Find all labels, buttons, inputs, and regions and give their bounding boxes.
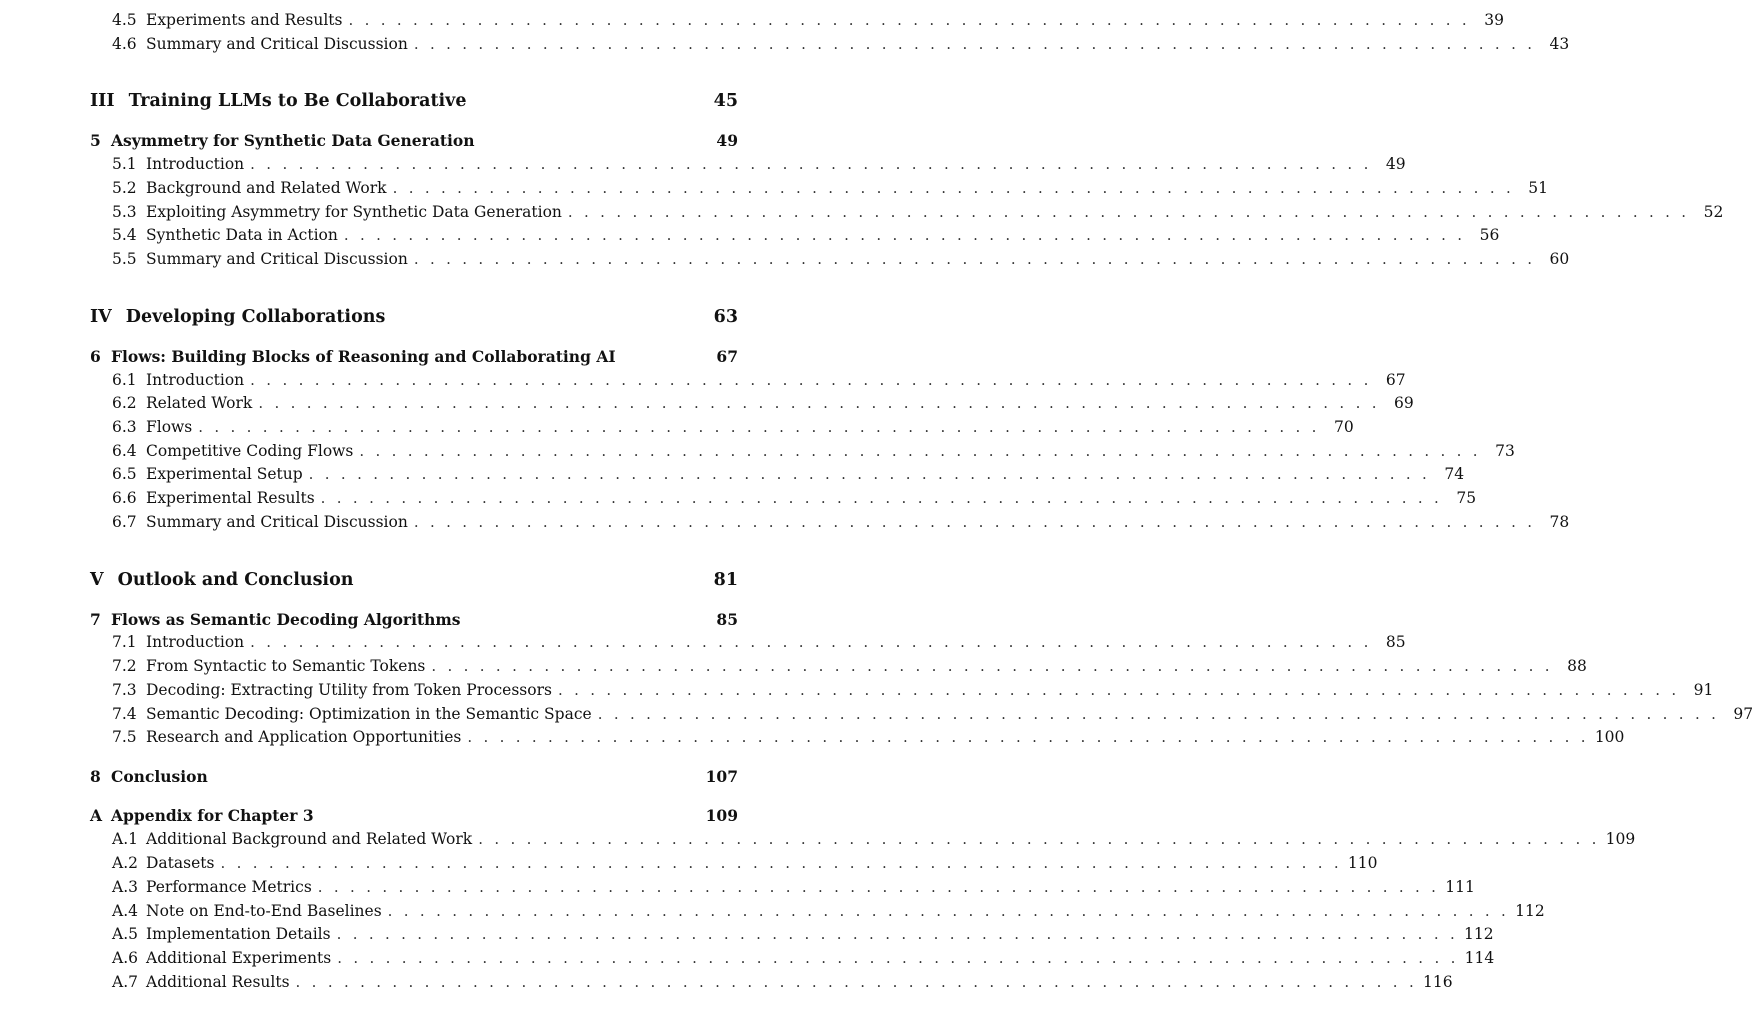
toc-section-row[interactable] bbox=[90, 655, 1587, 677]
dot-leader: . . . . . . . . . . . . . . . . . . . . . . . . . . . . . . . . . . . . . . . . . . . . . . . . . . . . . . . . . . . . . . . . . . . . . . bbox=[567, 203, 1690, 221]
toc-entry-page-number: 112 bbox=[1464, 925, 1494, 943]
toc-entry-page-number: 69 bbox=[1394, 394, 1414, 412]
toc-entry-title: Background and Related Work bbox=[146, 179, 387, 197]
toc-entry-number: 6.4 bbox=[112, 442, 137, 460]
dot-leader: . . . . . . . . . . . . . . . . . . . . . . . . . . . . . . . . . . . . . . . . . . . . . . . . . . . . . . . . . . . . . . . . . . . . . . bbox=[387, 902, 1510, 920]
toc-part-row[interactable] bbox=[90, 306, 738, 328]
dot-leader: . . . . . . . . . . . . . . . . . . . . . . . . . . . . . . . . . . . . . . . . . . . . . . . . . . . . . . . . . . . . . . . . . . . . . . bbox=[337, 949, 1459, 967]
toc-entry-page-number: 63 bbox=[713, 307, 738, 327]
toc-entry-page-number: 85 bbox=[716, 609, 738, 629]
toc-entry-title: Experimental Setup bbox=[146, 465, 303, 483]
dot-leader: . . . . . . . . . . . . . . . . . . . . . . . . . . . . . . . . . . . . . . . . . . . . . . . . . . . . . . . . . . . . . . . . . . . . . . bbox=[478, 830, 1600, 848]
toc-section-row[interactable] bbox=[90, 947, 1495, 969]
toc-entry-title: Performance Metrics bbox=[146, 878, 312, 896]
toc-section-row[interactable] bbox=[90, 900, 1545, 922]
toc-entry-title: Exploiting Asymmetry for Synthetic Data Generation bbox=[146, 203, 562, 221]
toc-section-row[interactable] bbox=[90, 440, 1515, 462]
toc-entry-page-number: 39 bbox=[1484, 11, 1504, 29]
dot-leader: . . . . . . . . . . . . . . . . . . . . . . . . . . . . . . . . . . . . . . . . . . . . . . . . . . . . . . . . . . . . . . . . . . . . . . bbox=[348, 11, 1470, 29]
toc-entry-title: From Syntactic to Semantic Tokens bbox=[146, 657, 426, 675]
dot-leader: . . . . . . . . . . . . . . . . . . . . . . . . . . . . . . . . . . . . . . . . . . . . . . . . . . . . . . . . . . . . . . . . . . . . . . bbox=[295, 973, 1418, 991]
toc-entry-number: A.3 bbox=[112, 878, 138, 896]
toc-entry-title: Additional Experiments bbox=[146, 949, 332, 967]
toc-entry-title: Note on End-to-End Baselines bbox=[146, 902, 382, 920]
dot-leader: . . . . . . . . . . . . . . . . . . . . . . . . . . . . . . . . . . . . . . . . . . . . . . . . . . . . . . . . . . . . . . . . . . . . . . bbox=[413, 513, 1536, 531]
toc-entry-number: 6.2 bbox=[112, 394, 137, 412]
dot-leader: . . . . . . . . . . . . . . . . . . . . . . . . . . . . . . . . . . . . . . . . . . . . . . . . . . . . . . . . . . . . . . . . . . . . . . bbox=[258, 394, 1380, 412]
toc-entry-number: 6.3 bbox=[112, 418, 137, 436]
toc-section-row[interactable] bbox=[90, 852, 1378, 874]
toc-section-row[interactable] bbox=[90, 511, 1570, 533]
toc-entry-number: 4.6 bbox=[112, 35, 137, 53]
toc-section-row[interactable] bbox=[90, 392, 1414, 414]
toc-entry-title: Semantic Decoding: Optimization in the Semantic Space bbox=[146, 705, 592, 723]
toc-entry-number: 5 bbox=[90, 130, 101, 150]
toc-section-row[interactable] bbox=[90, 248, 1570, 270]
toc-entry-page-number: 114 bbox=[1464, 949, 1495, 967]
toc-entry-title: Flows as Semantic Decoding Algorithms bbox=[111, 609, 461, 629]
toc-entry-title: Additional Results bbox=[146, 973, 290, 991]
dot-leader: . . . . . . . . . . . . . . . . . . . . . . . . . . . . . . . . . . . . . . . . . . . . . . . . . . . . . . . . . . . . . . . . . . . . . . bbox=[467, 728, 1589, 746]
dot-leader: . . . . . . . . . . . . . . . . . . . . . . . . . . . . . . . . . . . . . . . . . . . . . . . . . . . . . . . . . . . . . . . . . . . . . . bbox=[413, 250, 1536, 268]
toc-entry-title: Summary and Critical Discussion bbox=[146, 35, 408, 53]
toc-entry-number: 7.5 bbox=[112, 728, 137, 746]
toc-entry-page-number: 75 bbox=[1456, 489, 1477, 507]
toc-entry-page-number: 70 bbox=[1334, 418, 1354, 436]
toc-entry-number: IV bbox=[90, 307, 112, 327]
toc-entry-number: A.2 bbox=[112, 854, 138, 872]
toc-entry-number: 5.4 bbox=[112, 226, 137, 244]
toc-entry-page-number: 56 bbox=[1479, 226, 1500, 244]
toc-chapter-row[interactable] bbox=[90, 345, 738, 367]
toc-entry-number: 7.1 bbox=[112, 633, 137, 651]
toc-entry-page-number: 51 bbox=[1528, 179, 1549, 197]
toc-entry-title: Flows bbox=[146, 418, 193, 436]
toc-entry-page-number: 52 bbox=[1703, 203, 1724, 221]
toc-entry-number: A.1 bbox=[112, 830, 138, 848]
toc-entry-number: 7.4 bbox=[112, 705, 137, 723]
toc-entry-title: Training LLMs to Be Collaborative bbox=[128, 91, 467, 111]
toc-entry-number: A.5 bbox=[112, 925, 138, 943]
toc-section-row[interactable] bbox=[90, 463, 1465, 485]
toc-entry-title: Developing Collaborations bbox=[125, 307, 386, 327]
toc-section-row[interactable] bbox=[90, 224, 1500, 246]
toc-entry-page-number: 43 bbox=[1549, 35, 1570, 53]
toc-entry-page-number: 49 bbox=[1385, 155, 1406, 173]
toc-entry-page-number: 45 bbox=[713, 91, 738, 111]
toc-entry-title: Summary and Critical Discussion bbox=[146, 250, 408, 268]
toc-entry-title: Outlook and Conclusion bbox=[117, 570, 354, 590]
toc-entry-page-number: 110 bbox=[1347, 854, 1378, 872]
toc-entry-page-number: 111 bbox=[1445, 878, 1475, 896]
toc-entry-title: Research and Application Opportunities bbox=[146, 728, 462, 746]
toc-part-row[interactable] bbox=[90, 569, 738, 591]
dot-leader: . . . . . . . . . . . . . . . . . . . . . . . . . . . . . . . . . . . . . . . . . . . . . . . . . . . . . . . . . . . . . . . . . . . . . . bbox=[320, 489, 1443, 507]
toc-entry-page-number: 85 bbox=[1385, 633, 1406, 651]
toc-section-row[interactable] bbox=[90, 487, 1477, 509]
toc-entry-title: Summary and Critical Discussion bbox=[146, 513, 408, 531]
toc-entry-page-number: 67 bbox=[1385, 371, 1406, 389]
toc-entry-number: 5.1 bbox=[112, 155, 137, 173]
toc-entry-number: A.6 bbox=[112, 949, 138, 967]
toc-entry-page-number: 107 bbox=[705, 766, 738, 786]
toc-entry-number: 5.2 bbox=[112, 179, 137, 197]
toc-entry-number: V bbox=[90, 570, 104, 590]
dot-leader: . . . . . . . . . . . . . . . . . . . . . . . . . . . . . . . . . . . . . . . . . . . . . . . . . . . . . . . . . . . . . . . . . . . . . . bbox=[392, 179, 1515, 197]
toc-entry-title: Experimental Results bbox=[146, 489, 315, 507]
toc-entry-page-number: 74 bbox=[1444, 465, 1465, 483]
dot-leader: . . . . . . . . . . . . . . . . . . . . . . . . . . . . . . . . . . . . . . . . . . . . . . . . . . . . . . . . . . . . . . . . . . . . . . bbox=[413, 35, 1536, 53]
toc-entry-number: A.7 bbox=[112, 973, 138, 991]
dot-leader: . . . . . . . . . . . . . . . . . . . . . . . . . . . . . . . . . . . . . . . . . . . . . . . . . . . . . . . . . . . . . . . . . . . . . . bbox=[250, 633, 1372, 651]
toc-entry-page-number: 109 bbox=[705, 805, 738, 825]
toc-entry-number: 5.5 bbox=[112, 250, 137, 268]
toc-entry-number: 7 bbox=[90, 609, 101, 629]
dot-leader: . . . . . . . . . . . . . . . . . . . . . . . . . . . . . . . . . . . . . . . . . . . . . . . . . . . . . . . . . . . . . . . . . . . . . . bbox=[317, 878, 1440, 896]
toc-entry-page-number: 60 bbox=[1549, 250, 1570, 268]
toc-entry-page-number: 49 bbox=[716, 130, 738, 150]
toc-section-row[interactable] bbox=[90, 923, 1494, 945]
toc-chapter-row[interactable] bbox=[90, 804, 738, 826]
toc-section-row[interactable] bbox=[90, 153, 1406, 175]
dot-leader: . . . . . . . . . . . . . . . . . . . . . . . . . . . . . . . . . . . . . . . . . . . . . . . . . . . . . . . . . . . . . . . . . . . . . . bbox=[250, 155, 1372, 173]
toc-entry-title: Additional Background and Related Work bbox=[146, 830, 473, 848]
toc-entry-number: III bbox=[90, 91, 115, 111]
toc-entry-page-number: 109 bbox=[1605, 830, 1636, 848]
toc-section-row[interactable] bbox=[90, 828, 1636, 850]
toc-entry-page-number: 116 bbox=[1423, 973, 1453, 991]
toc-entry-title: Experiments and Results bbox=[146, 11, 343, 29]
toc-entry-title: Competitive Coding Flows bbox=[146, 442, 354, 460]
toc-section-row[interactable] bbox=[90, 631, 1406, 653]
toc-entry-title: Introduction bbox=[146, 371, 245, 389]
toc-section-row[interactable] bbox=[90, 679, 1714, 701]
dot-leader: . . . . . . . . . . . . . . . . . . . . . . . . . . . . . . . . . . . . . . . . . . . . . . . . . . . . . . . . . . . . . . . . . . . . . . bbox=[336, 925, 1459, 943]
toc-entry-page-number: 91 bbox=[1693, 681, 1714, 699]
dot-leader: . . . . . . . . . . . . . . . . . . . . . . . . . . . . . . . . . . . . . . . . . . . . . . . . . . . . . . . . . . . . . . . . . . . . . . bbox=[597, 705, 1720, 723]
toc-entry-title: Introduction bbox=[146, 155, 245, 173]
toc-chapter-row[interactable] bbox=[90, 129, 738, 151]
toc-entry-title: Introduction bbox=[146, 633, 245, 651]
toc-section-row[interactable] bbox=[90, 876, 1475, 898]
toc-entry-page-number: 88 bbox=[1567, 657, 1587, 675]
toc-entry-number: 6.7 bbox=[112, 513, 137, 531]
toc-chapter-row[interactable] bbox=[90, 765, 738, 787]
toc-section-row[interactable] bbox=[90, 726, 1625, 748]
toc-section-row[interactable] bbox=[90, 201, 1724, 223]
toc-entry-page-number: 97 bbox=[1733, 705, 1753, 723]
toc-entry-page-number: 67 bbox=[716, 346, 738, 366]
dot-leader: . . . . . . . . . . . . . . . . . . . . . . . . . . . . . . . . . . . . . . . . . . . . . . . . . . . . . . . . . . . . . . . . . . . . . . bbox=[431, 657, 1553, 675]
dot-leader: . . . . . . . . . . . . . . . . . . . . . . . . . . . . . . . . . . . . . . . . . . . . . . . . . . . . . . . . . . . . . . . . . . . . . . bbox=[220, 854, 1342, 872]
toc-section-row[interactable] bbox=[90, 177, 1549, 199]
toc-entry-number: 7.3 bbox=[112, 681, 137, 699]
toc-entry-title: Conclusion bbox=[111, 766, 208, 786]
toc-entry-number: A.4 bbox=[112, 902, 138, 920]
dot-leader: . . . . . . . . . . . . . . . . . . . . . . . . . . . . . . . . . . . . . . . . . . . . . . . . . . . . . . . . . . . . . . . . . . . . . . bbox=[343, 226, 1466, 244]
toc-entry-number: 8 bbox=[90, 766, 101, 786]
toc-entry-number: 5.3 bbox=[112, 203, 137, 221]
toc-section-row[interactable] bbox=[90, 971, 1453, 993]
toc-section-row[interactable] bbox=[90, 369, 1406, 391]
toc-entry-title: Flows: Building Blocks of Reasoning and Collaborating AI bbox=[111, 346, 616, 366]
toc-entry-title: Appendix for Chapter 3 bbox=[111, 805, 314, 825]
toc-entry-number: 6.1 bbox=[112, 371, 137, 389]
dot-leader: . . . . . . . . . . . . . . . . . . . . . . . . . . . . . . . . . . . . . . . . . . . . . . . . . . . . . . . . . . . . . . . . . . . . . . bbox=[359, 442, 1481, 460]
toc-entry-number: A bbox=[90, 805, 103, 825]
toc-entry-number: 4.5 bbox=[112, 11, 137, 29]
toc-entry-page-number: 78 bbox=[1549, 513, 1570, 531]
toc-entry-number: 6 bbox=[90, 346, 101, 366]
toc-part-row[interactable] bbox=[90, 90, 738, 112]
dot-leader: . . . . . . . . . . . . . . . . . . . . . . . . . . . . . . . . . . . . . . . . . . . . . . . . . . . . . . . . . . . . . . . . . . . . . . bbox=[250, 371, 1372, 389]
dot-leader: . . . . . . . . . . . . . . . . . . . . . . . . . . . . . . . . . . . . . . . . . . . . . . . . . . . . . . . . . . . . . . . . . . . . . . bbox=[198, 418, 1320, 436]
toc-section-row[interactable] bbox=[90, 9, 1504, 31]
dot-leader: . . . . . . . . . . . . . . . . . . . . . . . . . . . . . . . . . . . . . . . . . . . . . . . . . . . . . . . . . . . . . . . . . . . . . . bbox=[308, 465, 1431, 483]
toc-entry-title: Decoding: Extracting Utility from Token Processors bbox=[146, 681, 552, 699]
toc-entry-title: Asymmetry for Synthetic Data Generation bbox=[111, 130, 475, 150]
toc-entry-title: Related Work bbox=[146, 394, 253, 412]
toc-section-row[interactable] bbox=[90, 416, 1354, 438]
toc-entry-page-number: 73 bbox=[1495, 442, 1515, 460]
toc-entry-number: 6.6 bbox=[112, 489, 137, 507]
toc-chapter-row[interactable] bbox=[90, 608, 738, 630]
dot-leader: . . . . . . . . . . . . . . . . . . . . . . . . . . . . . . . . . . . . . . . . . . . . . . . . . . . . . . . . . . . . . . . . . . . . . . bbox=[557, 681, 1680, 699]
toc-entry-number: 6.5 bbox=[112, 465, 137, 483]
toc-entry-page-number: 112 bbox=[1515, 902, 1545, 920]
toc-section-row[interactable] bbox=[90, 33, 1570, 55]
toc-section-row[interactable] bbox=[90, 703, 1753, 725]
toc-entry-title: Synthetic Data in Action bbox=[146, 226, 338, 244]
toc-entry-title: Datasets bbox=[146, 854, 215, 872]
toc-entry-page-number: 81 bbox=[713, 570, 738, 590]
toc-entry-title: Implementation Details bbox=[146, 925, 331, 943]
toc-entry-number: 7.2 bbox=[112, 657, 137, 675]
toc-entry-page-number: 100 bbox=[1594, 728, 1625, 746]
